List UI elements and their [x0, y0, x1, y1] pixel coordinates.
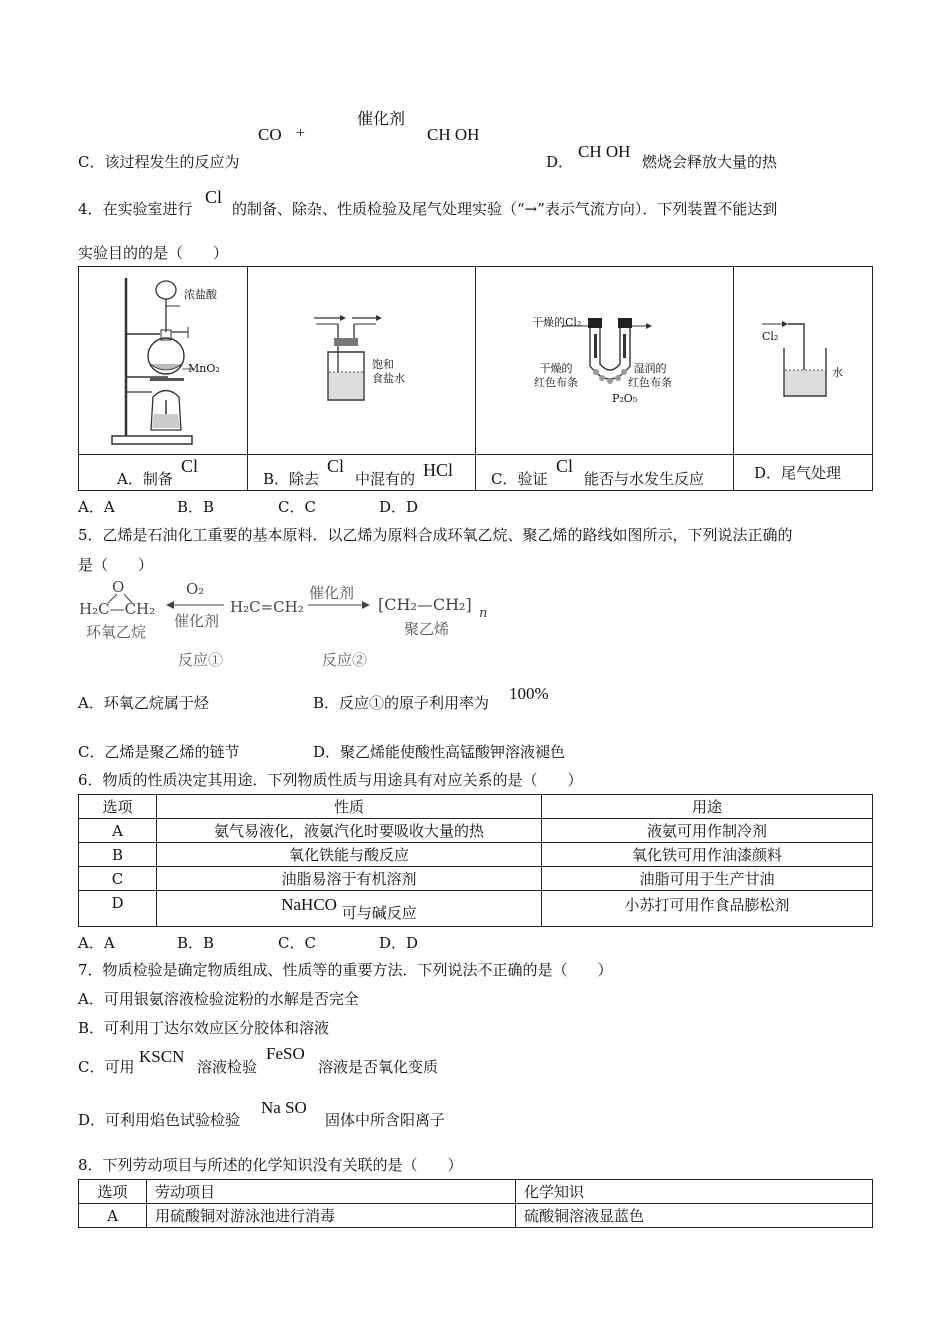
table-row — [79, 867, 873, 891]
co-fragment: CO — [258, 125, 282, 144]
caption-a: A．制备 — [117, 470, 173, 488]
arrow-reaction-1 — [166, 600, 226, 610]
q4-choice-b: B．B — [177, 498, 215, 516]
q6-cell: 氧化铁能与酸反应 — [157, 843, 542, 867]
q4-stem-part1: 4．在实验室进行 — [78, 200, 193, 218]
q5-option-d: D．聚乙烯能使酸性高锰酸钾溶液褪色 — [313, 743, 566, 761]
caption-b-hcl: HCl — [423, 460, 454, 480]
q6-choice-c: C．C — [278, 934, 316, 952]
caption-d: D．尾气处理 — [754, 464, 842, 482]
label-cl2-inlet: Cl₂ — [762, 330, 779, 343]
caption-b-part1: B．除去 — [263, 470, 320, 488]
q6-header-option: 选项 — [79, 795, 157, 819]
q6-cell: D — [79, 891, 157, 927]
q6-header-property: 性质 — [157, 795, 542, 819]
caption-c-part1: C．验证 — [491, 470, 548, 488]
epoxide-oxygen: O — [112, 578, 125, 596]
label-conc-hcl: 浓盐酸 — [184, 288, 217, 301]
q8-cell: A — [79, 1204, 147, 1228]
q3-option-c: C．该过程发生的反应为 — [78, 153, 240, 171]
table-row — [79, 891, 873, 927]
q4-stem-part3: 实验目的的是（ ） — [78, 244, 229, 262]
epoxide-formula: H₂C—CH₂ — [79, 600, 156, 618]
table-row — [79, 843, 873, 867]
q6-choice-d: D．D — [379, 934, 419, 952]
caption-b-part2: 中混有的 — [355, 470, 416, 488]
label-dry-cl2: 干燥的Cl₂ — [532, 316, 582, 329]
q7-option-a: A．可用银氨溶液检验淀粉的水解是否完全 — [78, 990, 359, 1008]
q6-choice-a: A．A — [78, 934, 115, 952]
catalyst-1: 催化剂 — [174, 612, 220, 630]
q5-option-b-percent: 100% — [509, 684, 549, 703]
q7-option-c-part1: C．可用 — [78, 1058, 135, 1076]
q6-cell: 液氨可用作制冷剂 — [542, 819, 873, 843]
reaction-1-label: 反应① — [178, 651, 224, 669]
q3-option-d-label: D． — [546, 153, 574, 171]
q8-cell: 用硫酸铜对游泳池进行消毒 — [147, 1204, 516, 1228]
q6-cell: 氨气易液化，液氨汽化时要吸收大量的热 — [157, 819, 542, 843]
q6-nahco-formula: NaHCO — [281, 895, 337, 914]
label-dry-red-cloth: 干燥的 红色布条 — [534, 362, 578, 389]
q4-stem-part2: 的制备、除杂、性质检验及尾气处理实验（“→”表示气流方向）．下列装置不能达到 — [232, 200, 778, 218]
q7-option-b: B．可利用丁达尔效应区分胶体和溶液 — [78, 1019, 330, 1037]
q5-option-c: C．乙烯是聚乙烯的链节 — [78, 743, 240, 761]
q7-option-c-part3: 溶液是否氧化变质 — [318, 1058, 439, 1076]
q7-option-d-part1: D．可利用焰色试验检验 — [78, 1111, 241, 1129]
arrow-reaction-2 — [308, 600, 370, 610]
polyethylene-formula: [CH₂—CH₂] — [378, 595, 472, 614]
q6-cell: 油脂易溶于有机溶剂 — [157, 867, 542, 891]
polymer-n: n — [479, 606, 488, 621]
q6-cell: A — [79, 819, 157, 843]
q4-cl-formula: Cl — [205, 187, 223, 207]
ch3oh-fragment: CH OH — [427, 125, 480, 144]
q6-choice-b: B．B — [177, 934, 215, 952]
caption-a-cl: Cl — [181, 456, 199, 476]
q8-header-knowledge: 化学知识 — [516, 1180, 873, 1204]
q6-header-use: 用途 — [542, 795, 873, 819]
label-mno2: MnO₂ — [188, 362, 220, 375]
catalyst-label: 催化剂 — [357, 109, 406, 128]
q4-choice-a: A．A — [78, 498, 115, 516]
caption-b-cl: Cl — [327, 456, 345, 476]
q4-choice-d: D．D — [379, 498, 419, 516]
q7-stem: 7．物质检验是确定物质组成、性质等的重要方法．下列说法不正确的是（ ） — [78, 961, 613, 979]
q6-cell — [157, 891, 542, 927]
label-wet-red-cloth: 湿润的 红色布条 — [628, 362, 672, 389]
q8-table — [78, 1179, 873, 1228]
q8-cell: 硫酸铜溶液显蓝色 — [516, 1204, 873, 1228]
q5-stem-line2: 是（ ） — [78, 556, 154, 574]
plus-sign: + — [296, 125, 306, 142]
q5-option-b: B．反应①的原子利用率为 — [313, 694, 490, 712]
label-p2o5: P₂O₅ — [612, 392, 638, 405]
reagent-o2: O₂ — [186, 580, 205, 598]
q7-naso: Na SO — [261, 1098, 307, 1117]
q6-cell: B — [79, 843, 157, 867]
q6-stem: 6．物质的性质决定其用途．下列物质性质与用途具有对应关系的是（ ） — [78, 771, 583, 789]
apparatus-b-diagram — [312, 310, 392, 404]
caption-c-cl: Cl — [556, 456, 574, 476]
label-saturated-brine: 饱和 食盐水 — [372, 358, 405, 385]
catalyst-2: 催化剂 — [309, 584, 355, 602]
q7-option-c-part2: 溶液检验 — [197, 1058, 258, 1076]
apparatus-a-diagram — [98, 272, 238, 450]
q7-feso: FeSO — [266, 1044, 305, 1063]
q4-choice-c: C．C — [278, 498, 316, 516]
q6-cell: 小苏打可用作食品膨松剂 — [542, 891, 873, 927]
q6-cell: 氧化铁可用作油漆颜料 — [542, 843, 873, 867]
q5-stem-line1: 5．乙烯是石油化工重要的基本原料．以乙烯为原料合成环氧乙烷、聚乙烯的路线如图所示，下列说法正确的 — [78, 526, 793, 544]
q8-stem: 8．下列劳动项目与所述的化学知识没有关联的是（ ） — [78, 1156, 463, 1174]
q8-header-labor: 劳动项目 — [147, 1180, 516, 1204]
q7-kscn: KSCN — [139, 1047, 185, 1066]
q5-option-a: A．环氧乙烷属于烃 — [78, 694, 209, 712]
table-row — [79, 1204, 873, 1228]
q6-cell: C — [79, 867, 157, 891]
ethylene-formula: H₂C=CH₂ — [230, 598, 304, 616]
q7-option-d-part2: 固体中所含阳离子 — [325, 1111, 446, 1129]
q6-cell: 油脂可用于生产甘油 — [542, 867, 873, 891]
caption-c-part2: 能否与水发生反应 — [584, 470, 705, 488]
q3-option-d-formula: CH OH — [578, 142, 631, 161]
q6-d-property: 可与碱反应 — [341, 904, 417, 922]
q3-option-d-text: 燃烧会释放大量的热 — [642, 153, 778, 171]
reaction-2-label: 反应② — [322, 651, 368, 669]
q6-table — [78, 794, 873, 927]
epoxide-name: 环氧乙烷 — [86, 623, 147, 641]
polyethylene-name: 聚乙烯 — [404, 620, 450, 638]
table-row — [79, 819, 873, 843]
q8-header-option: 选项 — [79, 1180, 147, 1204]
label-water: 水 — [832, 366, 843, 379]
